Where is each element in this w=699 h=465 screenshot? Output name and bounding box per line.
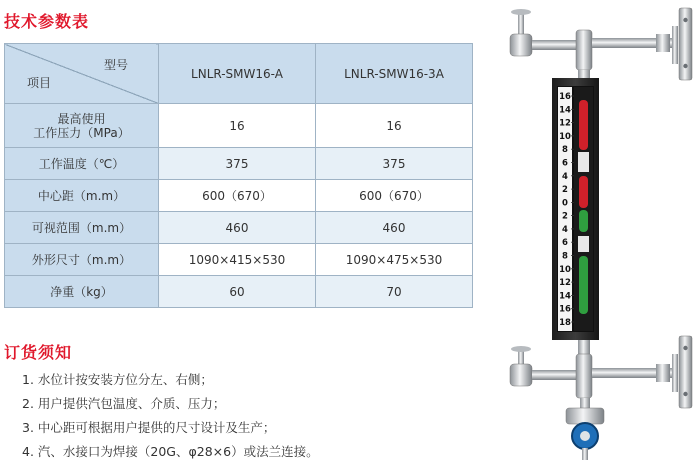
- row-label-line1: 最高使用: [57, 111, 106, 126]
- level-gauge-illustration: [496, 4, 696, 462]
- gauge-scale-label: 12: [559, 118, 571, 129]
- header-model-label: 型号: [103, 58, 128, 72]
- table-row: [5, 212, 473, 244]
- table-cell: 375: [316, 148, 473, 180]
- row-label-pressure: [5, 104, 159, 148]
- model-a-header: LNLR-SMW16-A: [159, 44, 316, 104]
- row-label-weight: 净重（kg）: [5, 276, 159, 308]
- gauge-scale-label: 4: [562, 171, 568, 182]
- gauge-scale-label: 2: [562, 185, 568, 196]
- spec-table: [4, 43, 473, 308]
- list-item: 2. 用户提供汽包温度、介质、压力；: [22, 396, 226, 411]
- gauge-scale-label: 6: [562, 158, 568, 169]
- table-row: [5, 180, 473, 212]
- table-cell: 460: [316, 212, 473, 244]
- list-item: 1. 水位计按安装方位分左、右侧；: [22, 372, 213, 387]
- gauge-scale-label: 14: [559, 291, 571, 302]
- table-cell: 460: [159, 212, 316, 244]
- order-notes-title: 订货须知: [4, 343, 73, 362]
- row-label-temperature: 工作温度（℃）: [5, 148, 159, 180]
- table-cell: 1090×415×530: [159, 244, 316, 276]
- table-cell: 60: [159, 276, 316, 308]
- gauge-scale-label: 2: [562, 211, 568, 222]
- table-row: [5, 104, 473, 148]
- table-cell: 375: [159, 148, 316, 180]
- gauge-scale-label: 8: [562, 145, 568, 156]
- gauge-scale-label: 16: [559, 92, 571, 102]
- list-item: 3. 中心距可根据用户提供的尺寸设计及生产；: [22, 420, 276, 435]
- gauge-scale-label: 12: [559, 278, 571, 289]
- gauge-scale-label: 10: [559, 131, 571, 142]
- table-cell: 600（670）: [159, 180, 316, 212]
- table-header-row: [5, 44, 473, 104]
- gauge-scale-label: 16: [559, 304, 571, 315]
- order-notes-list: [22, 368, 319, 464]
- gauge-scale-label: 14: [559, 105, 571, 116]
- gauge-scale-label: 4: [562, 224, 568, 235]
- row-label-line2: 工作压力（MPa）: [33, 125, 130, 140]
- tech-params-title: 技术参数表: [4, 12, 90, 31]
- top-valve-icon: [510, 8, 692, 82]
- row-label-visible-range: 可视范围（m.m）: [5, 212, 159, 244]
- table-row: [5, 148, 473, 180]
- header-diagonal-cell: [5, 44, 159, 104]
- bottom-valve-icon: [510, 336, 692, 460]
- table-cell: 16: [159, 104, 316, 148]
- table-cell: 16: [316, 104, 473, 148]
- list-item: 4. 汽、水接口为焊接（20G、φ28×6）或法兰连接。: [22, 444, 319, 459]
- gauge-scale-label: 10: [559, 264, 571, 275]
- gauge-scale-label: 0: [562, 198, 568, 209]
- model-3a-header: LNLR-SMW16-3A: [316, 44, 473, 104]
- gauge-scale-label: 8: [562, 251, 568, 262]
- header-item-label: 项目: [27, 76, 52, 90]
- table-row: [5, 276, 473, 308]
- row-label-center-distance: 中心距（m.m）: [5, 180, 159, 212]
- table-row: [5, 244, 473, 276]
- row-label-dimensions: 外形尺寸（m.m）: [5, 244, 159, 276]
- gauge-scale-label: 18: [559, 318, 571, 328]
- table-cell: 600（670）: [316, 180, 473, 212]
- table-cell: 70: [316, 276, 473, 308]
- table-cell: 1090×475×530: [316, 244, 473, 276]
- gauge-scale-label: 6: [562, 238, 568, 249]
